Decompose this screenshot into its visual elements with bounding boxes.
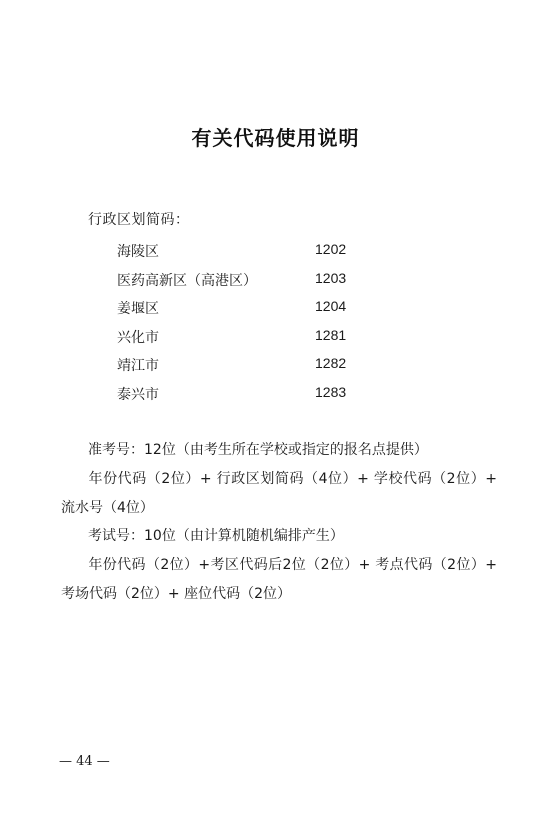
district-code: 1202 [315,241,347,257]
district-name: 海陵区 [117,244,159,260]
district-name: 兴化市 [117,330,159,346]
district-row [0,327,551,347]
district-code: 1282 [315,355,347,371]
district-name: 靖江市 [117,358,159,374]
page-number: — 44 — [59,754,110,769]
district-code: 1204 [315,298,347,314]
district-name: 医药高新区（高港区） [117,273,257,289]
exam-number-heading: 考试号：10位（由计算机随机编排产生） [88,528,344,544]
district-row [0,270,551,290]
page-title: 有关代码使用说明 [191,126,360,150]
district-row [0,355,551,375]
district-code: 1281 [315,327,347,343]
district-name: 泰兴市 [117,387,159,403]
district-code: 1203 [315,270,347,286]
district-row [0,298,551,318]
district-code: 1283 [315,384,347,400]
admission-number-heading: 准考号：12位（由考生所在学校或指定的报名点提供） [88,442,428,458]
exam-number-format: 年份代码（2位）+考区代码后2位（2位）+ 考点代码（2位）+ 考场代码（2位）+ 座位代码（2位） [61,557,497,602]
district-code-label: 行政区划简码： [88,212,190,228]
admission-number-format: 年份代码（2位）+ 行政区划简码（4位）+ 学校代码（2位）+ 流水号（4位） [61,471,497,516]
district-name: 姜堰区 [117,301,159,317]
district-row [0,241,551,261]
district-row [0,384,551,404]
